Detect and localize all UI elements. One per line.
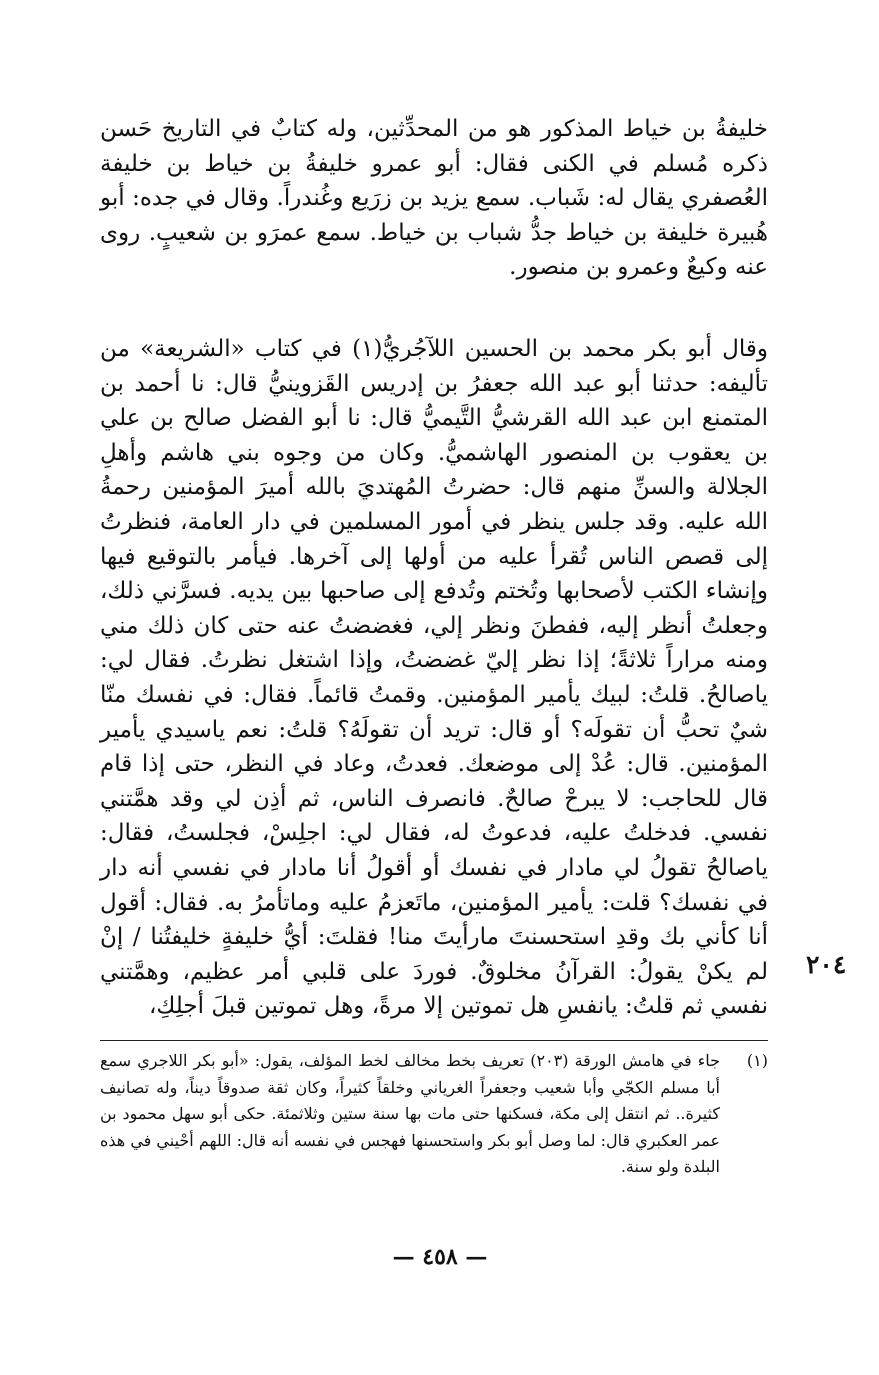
- footnote-text: جاء في هامش الورقة (٢٠٣) تعريف بخط مخالف لخط المؤلف، يقول: «أبو بكر اللاجري سمع أبا مسلم الكجّي وأبا شعيب وجعفراً الغرياني وخلقاً كثيراً، وكان ثقة صدوقاً ديناً، وله تصانيف كثيرة.. ثم انتقل إلى مكة، فسكنها حتى مات بها سنة ستين وثلاثمئة. حكى أبو سهل محمود بن عمر العكبري قال: لما وصل أبو بكر واستحسنها فهجس في نفسه أنه قال: اللهم أحْيني في هذه البلدة ولو سنة.: [100, 1051, 720, 1176]
- body-paragraph-2: وقال أبو بكر محمد بن الحسين اللآجُريُّ(١) في كتاب «الشريعة» من تأليفه: حدثنا أبو عبد الله جعفرُ بن إدريس القَزوينيُّ قال: نا أحمد بن المتمنع ابن عبد الله القرشيُّ التَّيميُّ قال: نا أبو الفضل صالح بن علي بن يعقوب بن المنصور الهاشميُّ. وكان من وجوه بني هاشم وأهلِ الجلالة والسنِّ منهم قال: حضرتُ المُهتديَ بالله أميرَ المؤمنين رحمةُ الله عليه. وقد جلس ينظر في أمور المسلمين في دار العامة، فنظرتُ إلى قصص الناس تُقرأ عليه من أولها إلى آخرها. فيأمر بالتوقيع فيها وإنشاء الكتب لأصحابها وتُختم وتُدفع إلى صاحبها بين يديه. فسرَّني ذلك، وجعلتُ أنظر إليه، ففطنَ ونظر إلي، فغضضتُ عنه حتى كان ذلك مني ومنه مراراً ثلاثةً؛ إذا نظر إليّ غضضتُ، وإذا اشتغل نظرتُ. فقال لي: ياصالحُ. قلتُ: لبيك يأمير المؤمنين. وقمتُ قائماً. فقال: في نفسك منّا شيٌ تحبُّ أن تقولَه؟ أو قال: تريد أن تقولَهُ؟ قلتُ: نعم ياسيدي يأمير المؤمنين. قال: عُدْ إلى موضعك. فعدتُ، وعاد في النظر، حتى إذا قام قال للحاجب: لا يبرحْ صالحٌ. فانصرف الناس، ثم أذِن لي وقد همَّتني نفسي. فدخلتُ عليه، فدعوتُ له، فقال لي: اجلِسْ، فجلستُ، فقال: ياصالحُ تقولُ لي مادار في نفسك أو أقولُ أنا مادار في نفسي أنه دار في نفسك؟ قلت: يأمير المؤمنين، ماتَعزمُ عليه وماتأمرُ به. فقال: أقول أنا كأني بك وقدِ استحسنتَ مارأيتَ منا! فقلتَ: أيُّ خليفةٍ خليفتُنا / إنْ لم يكنْ يقولُ: القرآنُ مخلوقٌ. فوردَ على قلبي أمر عظيم، وهمَّتني نفسي ثم قلتُ: يانفسِ هل تموتين إلا مرةً، وهل تموتين قبلَ أجلِكِ،: [100, 336, 768, 1020]
- body-paragraph-1: خليفةُ بن خياط المذكور هو من المحدِّثين، وله كتابٌ في التاريخ حَسن ذكره مُسلم في الكنى فقال: أبو عمرو خليفةُ بن خياط بن خليفة العُصفري يقال له: شَباب. سمع يزيد بن زرَيع وغُندراً. وقال في جده: أبو هُبيرة خليفة بن خياط جدُّ شباب بن خياط. سمع عمرَو بن شعيبٍ. روى عنه وكيعٌ وعمرو بن منصور.: [100, 116, 768, 281]
- footnote-number: (١): [746, 1051, 768, 1070]
- footnote-divider: [100, 1040, 768, 1041]
- margin-folio-number: ٢٠٤: [806, 950, 847, 979]
- page-number: — ٤٥٨ —: [392, 1244, 488, 1270]
- footnote: [100, 1048, 768, 1181]
